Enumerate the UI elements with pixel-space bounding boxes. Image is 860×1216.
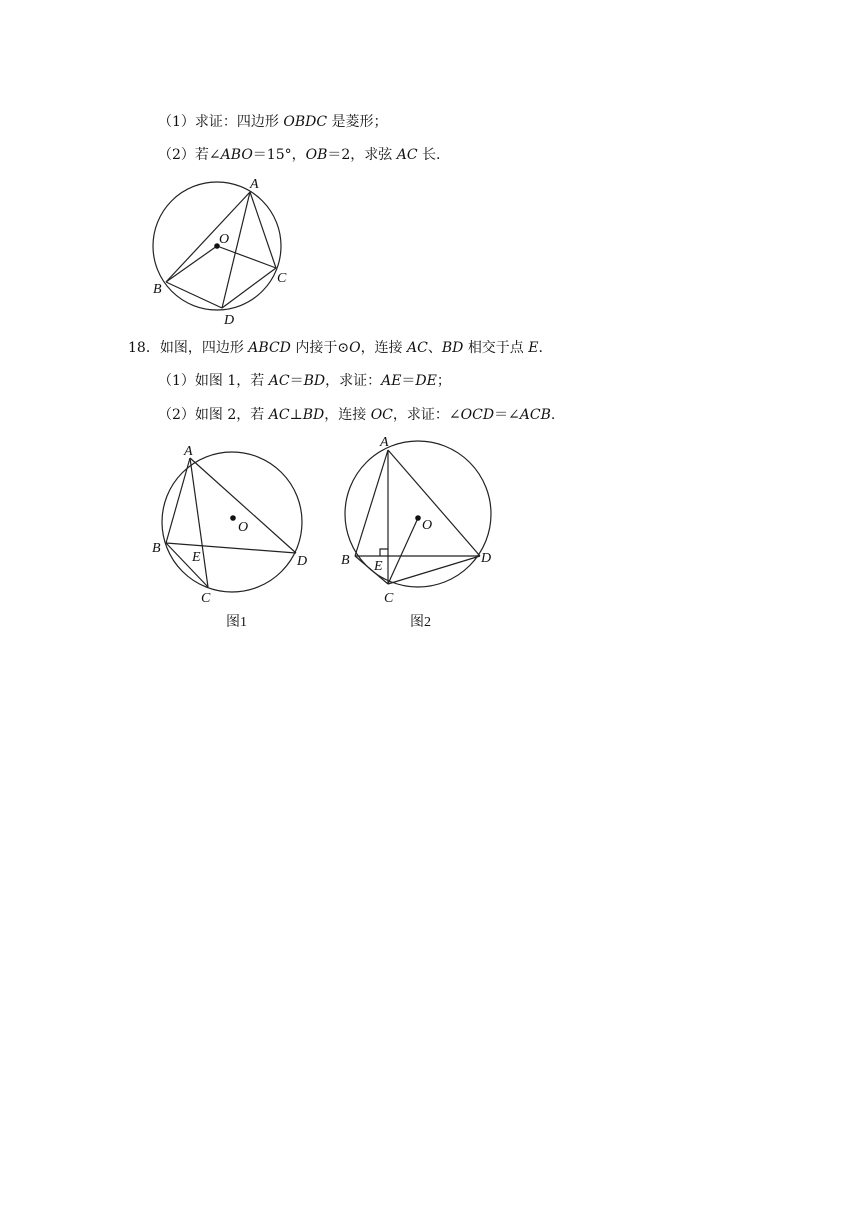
- label-c: C: [201, 591, 211, 606]
- figure-1-caption: 图1: [226, 615, 247, 630]
- question-number: 18．: [128, 340, 160, 356]
- label-e: E: [192, 550, 201, 565]
- label-o: O: [422, 518, 433, 533]
- segment-bc: [166, 543, 208, 587]
- circle: [162, 452, 302, 592]
- math-var: OBDC: [283, 114, 328, 130]
- label-a: A: [184, 444, 193, 459]
- text: 如图 2，若: [194, 407, 265, 423]
- text: 若∠: [194, 147, 221, 163]
- label-o: O: [219, 232, 230, 247]
- part-number: （2）: [158, 147, 195, 163]
- text: 是菱形；: [331, 114, 388, 130]
- math-var: AE: [381, 373, 402, 389]
- figure-1: [152, 444, 307, 630]
- right-angle-mark: [380, 549, 388, 556]
- label-b: B: [341, 553, 350, 568]
- math-var: OC: [370, 407, 393, 423]
- text: ＝∠: [494, 407, 520, 423]
- math-var: E: [528, 340, 539, 356]
- math-var: AC: [268, 407, 290, 423]
- text: ＝2，求弦: [327, 147, 393, 163]
- label-e: E: [374, 559, 383, 574]
- text: 内接于⊙: [295, 340, 350, 356]
- label-c: C: [384, 591, 394, 606]
- text: 如图 1，若: [194, 373, 265, 389]
- math-var: AC: [407, 340, 428, 356]
- label-b: B: [153, 282, 162, 297]
- text: .: [550, 407, 556, 423]
- text: 如图，四边形: [159, 340, 244, 356]
- figure-2-caption: 图2: [410, 615, 431, 630]
- label-d: D: [297, 554, 308, 569]
- text: ＝15°，: [252, 147, 306, 163]
- text: ，连接: [360, 340, 403, 356]
- label-a: A: [380, 435, 389, 450]
- segment-bc: [355, 556, 388, 584]
- label-a: A: [250, 177, 259, 192]
- text: ＝: [401, 373, 416, 389]
- segment-ab: [355, 450, 388, 556]
- math-var: OB: [305, 147, 328, 163]
- text: 相交于点: [467, 340, 524, 356]
- math-var: O: [349, 340, 361, 356]
- text: .: [538, 340, 543, 356]
- math-var: ACB: [519, 407, 551, 423]
- part-number: （1）: [158, 373, 195, 389]
- text: ⊥: [289, 407, 303, 423]
- math-var: DE: [415, 373, 437, 389]
- text: ＝: [289, 373, 304, 389]
- math-var: AC: [268, 373, 290, 389]
- label-b: B: [152, 541, 161, 556]
- segment-ad: [190, 458, 296, 553]
- circle: [345, 441, 491, 587]
- text: ，求证：: [325, 373, 382, 389]
- math-var: AC: [396, 147, 418, 163]
- center-point: [230, 515, 236, 521]
- figure-2: [341, 435, 491, 630]
- label-d: D: [481, 551, 492, 566]
- text: 、: [427, 340, 442, 356]
- part-number: （1）: [158, 114, 195, 130]
- math-var: ABO: [220, 147, 253, 163]
- label-d: D: [224, 313, 235, 328]
- text: 长.: [422, 147, 441, 163]
- math-var: OCD: [460, 407, 495, 423]
- math-var: BD: [441, 340, 464, 356]
- part-number: （2）: [158, 407, 195, 423]
- segment-ad: [388, 450, 480, 556]
- label-o: O: [238, 520, 249, 535]
- segment-ac: [190, 458, 208, 587]
- segment-bd: [166, 543, 296, 553]
- segment-ab: [166, 458, 190, 543]
- text: ，求证：∠: [392, 407, 461, 423]
- text: ；: [436, 373, 451, 389]
- math-var: ABCD: [248, 340, 291, 356]
- center-point: [415, 515, 421, 521]
- math-var: BD: [302, 407, 325, 423]
- text: 求证：四边形: [194, 114, 279, 130]
- math-var: BD: [303, 373, 326, 389]
- text: ，连接: [324, 407, 367, 423]
- segment-oc: [388, 518, 418, 584]
- label-c: C: [277, 271, 287, 286]
- segment-cd: [388, 556, 480, 584]
